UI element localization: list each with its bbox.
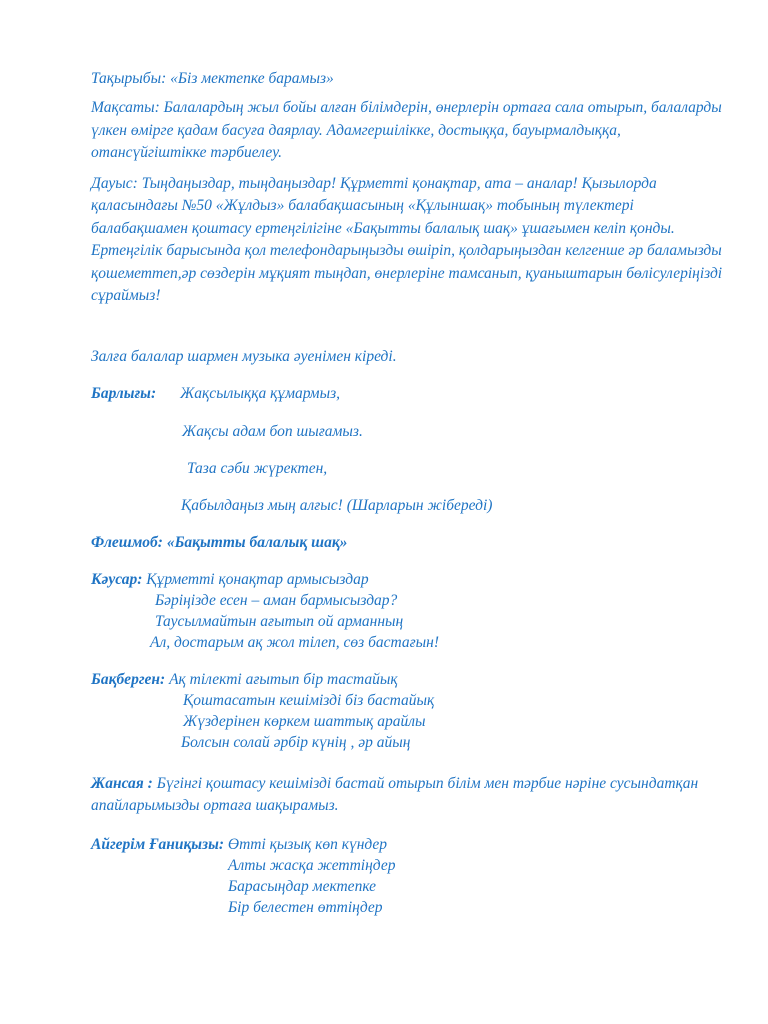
kausar-line-1: Құрметті қонақтар армысыздар xyxy=(146,570,369,588)
kausar-line-4: Ал, достарым ақ жол тілеп, сөз бастағын! xyxy=(150,633,440,651)
zhansaya-paragraph xyxy=(91,773,731,818)
aigerim-speaker: Айгерім Ғаниқызы: xyxy=(91,835,225,853)
bakbergen-line-3: Жүздерінен көркем шаттық арайлы xyxy=(183,712,426,730)
bakbergen-stanza xyxy=(91,669,731,753)
zhansaya-text: Бүгінгі қоштасу кешімізді бастай отырып білім мен тәрбие нәріне сусындатқан апайларымызды ортаға шақырамыз. xyxy=(91,774,699,814)
aigerim-line-4: Бір белестен өттіңдер xyxy=(228,898,383,916)
kausar-speaker: Кәусар: xyxy=(91,570,143,588)
aigerim-stanza xyxy=(91,834,731,918)
kausar-line-2: Бәріңізде есен – аман бармысыздар? xyxy=(155,591,398,609)
entrance-line: Залға балалар шармен музыка әуенімен кіреді. xyxy=(91,347,397,365)
kausar-stanza xyxy=(91,569,731,653)
zhansaya-speaker: Жансая : xyxy=(91,774,153,792)
voice-paragraph: Дауыс: Тыңдаңыздар, тыңдаңыздар! Құрметті қонақтар, ата – аналар! Қызылорда қаласындағы №50 «Жұлдыз» балабақшасының «Құлыншақ» тобының түлектері балабақшамен қоштасу ертеңгілігіне «Бақытты балалық шақ» ұшағымен келіп қонды. Ертеңгілік барысында қол телефондарыңызды өшіріп, қолдарыңыздан келгенше әр баламызды қошеметтеп,әр сөздерін мұқият тыңдап, өнерлеріне тамсанып, қуаныштарын бөлісулеріңізді сұраймыз! xyxy=(91,174,723,304)
all-line-1: Жақсылыққа құмармыз, xyxy=(180,384,340,402)
bakbergen-line-1: Ақ тілекті ағытып бір тастайық xyxy=(169,670,398,688)
goal-paragraph: Мақсаты: Балалардың жыл бойы алған білімдерін, өнерлерін ортаға сала отырып, балаларды үлкен өмірге қадам басуға даярлау. Адамгершілікке, достыққа, бауырмалдыққа, отансүйгіштікке тәрбиелеу. xyxy=(91,99,722,161)
kausar-line-3: Таусылмайтын ағытып ой арманның xyxy=(155,612,404,630)
document-page xyxy=(91,68,731,918)
flashmob-heading: Флешмоб: «Бақытты балалық шақ» xyxy=(91,533,348,551)
all-stanza xyxy=(91,383,731,516)
aigerim-line-1: Өтті қызық көп күндер xyxy=(224,835,388,853)
all-line-3: Таза сәби жүректен, xyxy=(187,459,328,477)
aigerim-line-3: Барасыңдар мектепке xyxy=(228,877,377,895)
bakbergen-speaker: Бақберген: xyxy=(91,670,166,688)
all-line-2: Жақсы адам боп шығамыз. xyxy=(182,422,363,440)
bakbergen-line-2: Қоштасатын кешімізді біз бастайық xyxy=(183,691,435,709)
aigerim-line-2: Алты жасқа жеттіңдер xyxy=(228,856,396,874)
bakbergen-line-4: Болсын солай әрбір күнің , әр айың xyxy=(181,733,411,751)
topic-line: Тақырыбы: «Біз мектепке барамыз» xyxy=(91,70,334,87)
all-speaker: Барлығы: xyxy=(91,384,157,402)
all-line-4: Қабылдаңыз мың алғыс! (Шарларын жібереді) xyxy=(181,496,493,514)
